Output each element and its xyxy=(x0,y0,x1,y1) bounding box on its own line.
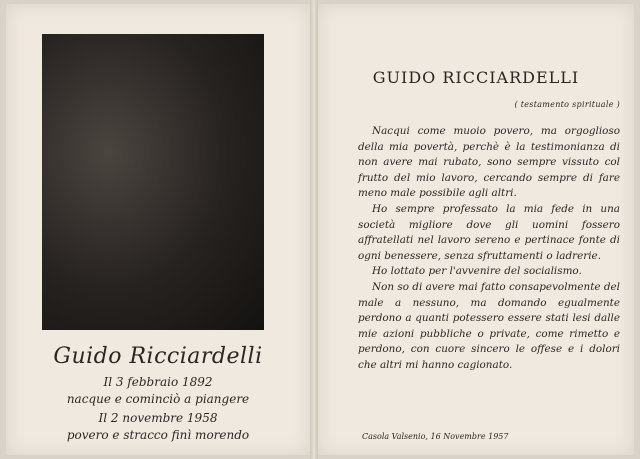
testament-body xyxy=(358,124,620,374)
memorial-card-right-panel xyxy=(318,4,634,455)
testament-subtitle: ( testamento spirituale ) xyxy=(514,100,620,109)
testament-paragraph: Nacqui come muoio povero, ma orgoglioso della mia povertà, perchè è la testimonianza di non avere mai rubato, sono sempre vissuto col frutto del mio lavoro, cercando sempre di fare meno male possibile agli altri. xyxy=(358,125,620,200)
birth-date-line: Il 3 febbraio 1892 xyxy=(103,375,213,389)
card-fold xyxy=(310,0,318,459)
memorial-card-left-panel xyxy=(6,4,310,455)
death-text-line: povero e stracco finì morendo xyxy=(66,428,250,442)
testament-paragraph: Ho sempre professato la mia fede in una società migliore dove gli uomini fossero affratellati nel lavoro sereno e pertinace fonte di ogni benessere, senza sfruttamenti o ladrerie. xyxy=(358,202,620,262)
death-date-line: Il 2 novembre 1958 xyxy=(98,411,218,425)
testament-paragraph: Ho lottato per l'avvenire del socialismo. xyxy=(372,265,582,278)
birth-text-line: nacque e cominciò a piangere xyxy=(66,392,250,406)
testament-title: GUIDO RICCIARDELLI xyxy=(372,68,580,87)
testament-paragraph: Non so di avere mai fatto consapevolmente del male a nessuno, ma domando egualmente perdono a quanti potessero essere stati lesi dalle mie azioni pubbliche o private, come rimetto e perdono, con cuore sincero le offese e i dolori che altri mi hanno cagionato. xyxy=(358,280,620,371)
portrait-photo xyxy=(42,34,264,330)
signature-name: Guido Ricciardelli xyxy=(53,344,263,369)
place-date: Casola Valsenio, 16 Novembre 1957 xyxy=(362,432,509,441)
